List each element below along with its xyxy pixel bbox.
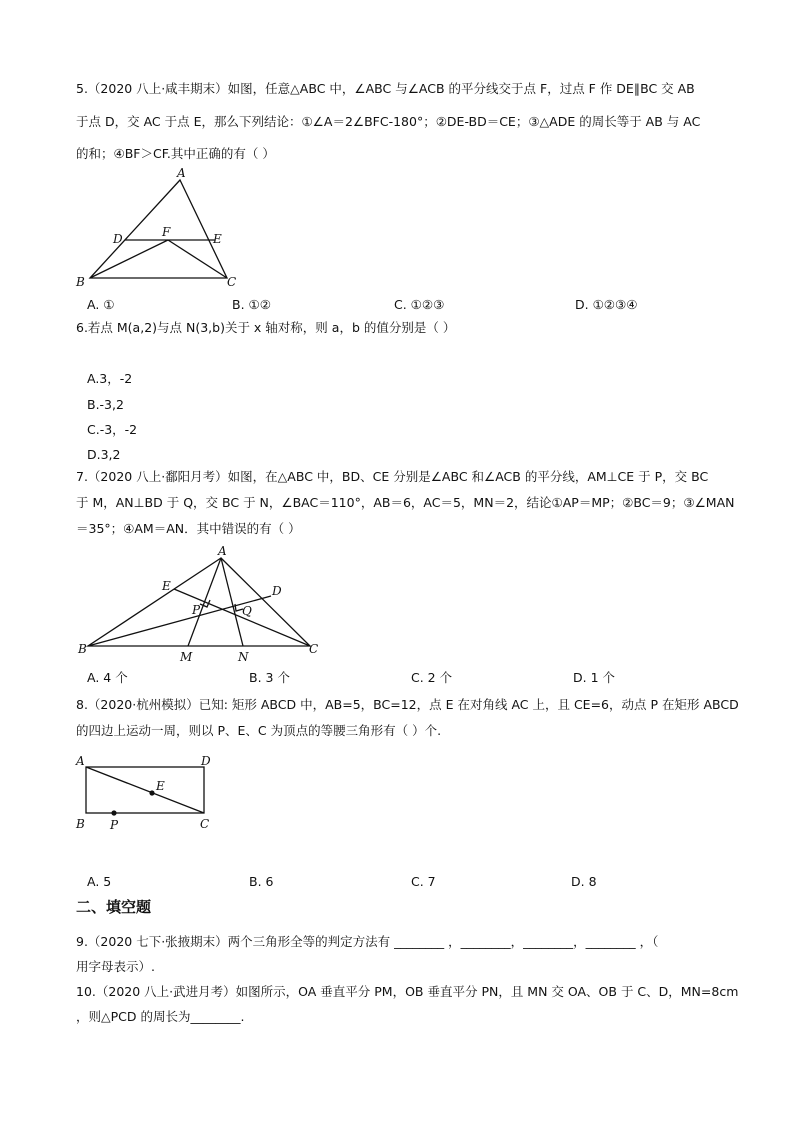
q7-stem-line-3: ＝35°；④AM＝AN．其中错误的有（ ）	[76, 521, 301, 536]
q5-option-b[interactable]: B. ①②	[232, 297, 271, 312]
label-c: C	[227, 275, 237, 289]
label-p: P	[110, 818, 119, 832]
triangle-abc	[90, 180, 227, 278]
q8-option-c[interactable]: C. 7	[411, 874, 436, 889]
q7-option-b[interactable]: B. 3 个	[249, 670, 290, 685]
q8-option-d[interactable]: D. 8	[571, 874, 597, 889]
q5-option-c[interactable]: C. ①②③	[394, 297, 445, 312]
q8-option-b[interactable]: B. 6	[249, 874, 274, 889]
q7-option-d[interactable]: D. 1 个	[573, 670, 615, 685]
segment-am	[188, 558, 221, 646]
q8-stem-line-2: 的四边上运动一周，则以 P、E、C 为顶点的等腰三角形有（ ）个.	[76, 723, 442, 738]
label-m: M	[180, 650, 193, 664]
label-b: B	[76, 275, 85, 289]
label-e: E	[156, 779, 165, 793]
label-c: C	[200, 817, 210, 831]
q9-stem-line-2: 用字母表示）.	[76, 959, 155, 974]
point-p	[111, 810, 116, 815]
label-q: Q	[242, 604, 252, 618]
q5-stem-line-3: 的和；④BF＞CF.其中正确的有（ ）	[76, 146, 275, 161]
q8-stem-line-1: 8.（2020·杭州模拟）已知: 矩形 ABCD 中，AB=5，BC=12，点 E 在对角线 AC 上，且 CE=6，动点 P 在矩形 ABCD	[76, 697, 739, 712]
q5-option-d[interactable]: D. ①②③④	[575, 297, 638, 312]
q5-option-a[interactable]: A. ①	[87, 297, 115, 312]
q7-option-c[interactable]: C. 2 个	[411, 670, 453, 685]
q6-option-b[interactable]: B.-3,2	[87, 397, 124, 412]
q7-triangle-figure	[76, 543, 326, 665]
q10-stem-line-1: 10.（2020 八上·武进月考）如图所示，OA 垂直平分 PM，OB 垂直平分 PN，且 MN 交 OA、OB 于 C、D，MN=8cm	[76, 984, 739, 999]
label-a: A	[177, 166, 186, 180]
point-e	[149, 790, 154, 795]
diagonal-ac	[86, 767, 204, 813]
label-n: N	[238, 650, 249, 664]
label-b: B	[78, 642, 87, 656]
segment-bf	[90, 240, 168, 278]
q8-option-a[interactable]: A. 5	[87, 874, 112, 889]
q7-option-a[interactable]: A. 4 个	[87, 670, 128, 685]
q6-option-a[interactable]: A.3，-2	[87, 371, 133, 386]
label-e: E	[162, 579, 171, 593]
label-c: C	[309, 642, 319, 656]
label-a: A	[218, 544, 227, 558]
label-f: F	[162, 225, 171, 239]
q9-stem-line-1: 9.（2020 七下·张掖期末）两个三角形全等的判定方法有 ________ ，________，________，________ ，（	[76, 934, 659, 949]
q5-stem-line-2: 于点 D，交 AC 于点 E，那么下列结论：①∠A＝2∠BFC-180°；②DE-BD＝CE；③△ADE 的周长等于 AB 与 AC	[76, 114, 701, 129]
label-d: D	[272, 584, 282, 598]
label-e: E	[213, 232, 222, 246]
q5-stem-line-1: 5.（2020 八上·咸丰期末）如图，任意△ABC 中，∠ABC 与∠ACB 的平分线交于点 F，过点 F 作 DE∥BC 交 AB	[76, 81, 695, 96]
q6-option-c[interactable]: C.-3，-2	[87, 422, 138, 437]
section-title-fill-in-blank: 二、填空题	[76, 898, 152, 916]
label-d: D	[113, 232, 123, 246]
label-a: A	[76, 754, 85, 768]
q7-stem-line-2: 于 M，AN⊥BD 于 Q，交 BC 于 N，∠BAC＝110°，AB＝6，AC＝5，MN＝2，结论①AP＝MP；②BC＝9；③∠MAN	[76, 495, 735, 510]
triangle-abc	[88, 558, 310, 646]
q8-rectangle-figure	[76, 752, 216, 832]
label-d: D	[201, 754, 211, 768]
q10-stem-line-2: ，则△PCD 的周长为________.	[76, 1009, 245, 1024]
label-p: P	[192, 603, 201, 617]
q6-stem: 6.若点 M(a,2)与点 N(3,b)关于 x 轴对称，则 a，b 的值分别是（ ）	[76, 320, 456, 335]
q7-stem-line-1: 7.（2020 八上·鄱阳月考）如图，在△ABC 中，BD、CE 分别是∠ABC 和∠ACB 的平分线，AM⊥CE 于 P，交 BC	[76, 469, 709, 484]
label-b: B	[76, 817, 85, 831]
segment-an	[221, 558, 243, 646]
q6-option-d[interactable]: D.3,2	[87, 447, 121, 462]
q5-triangle-figure	[70, 168, 250, 290]
